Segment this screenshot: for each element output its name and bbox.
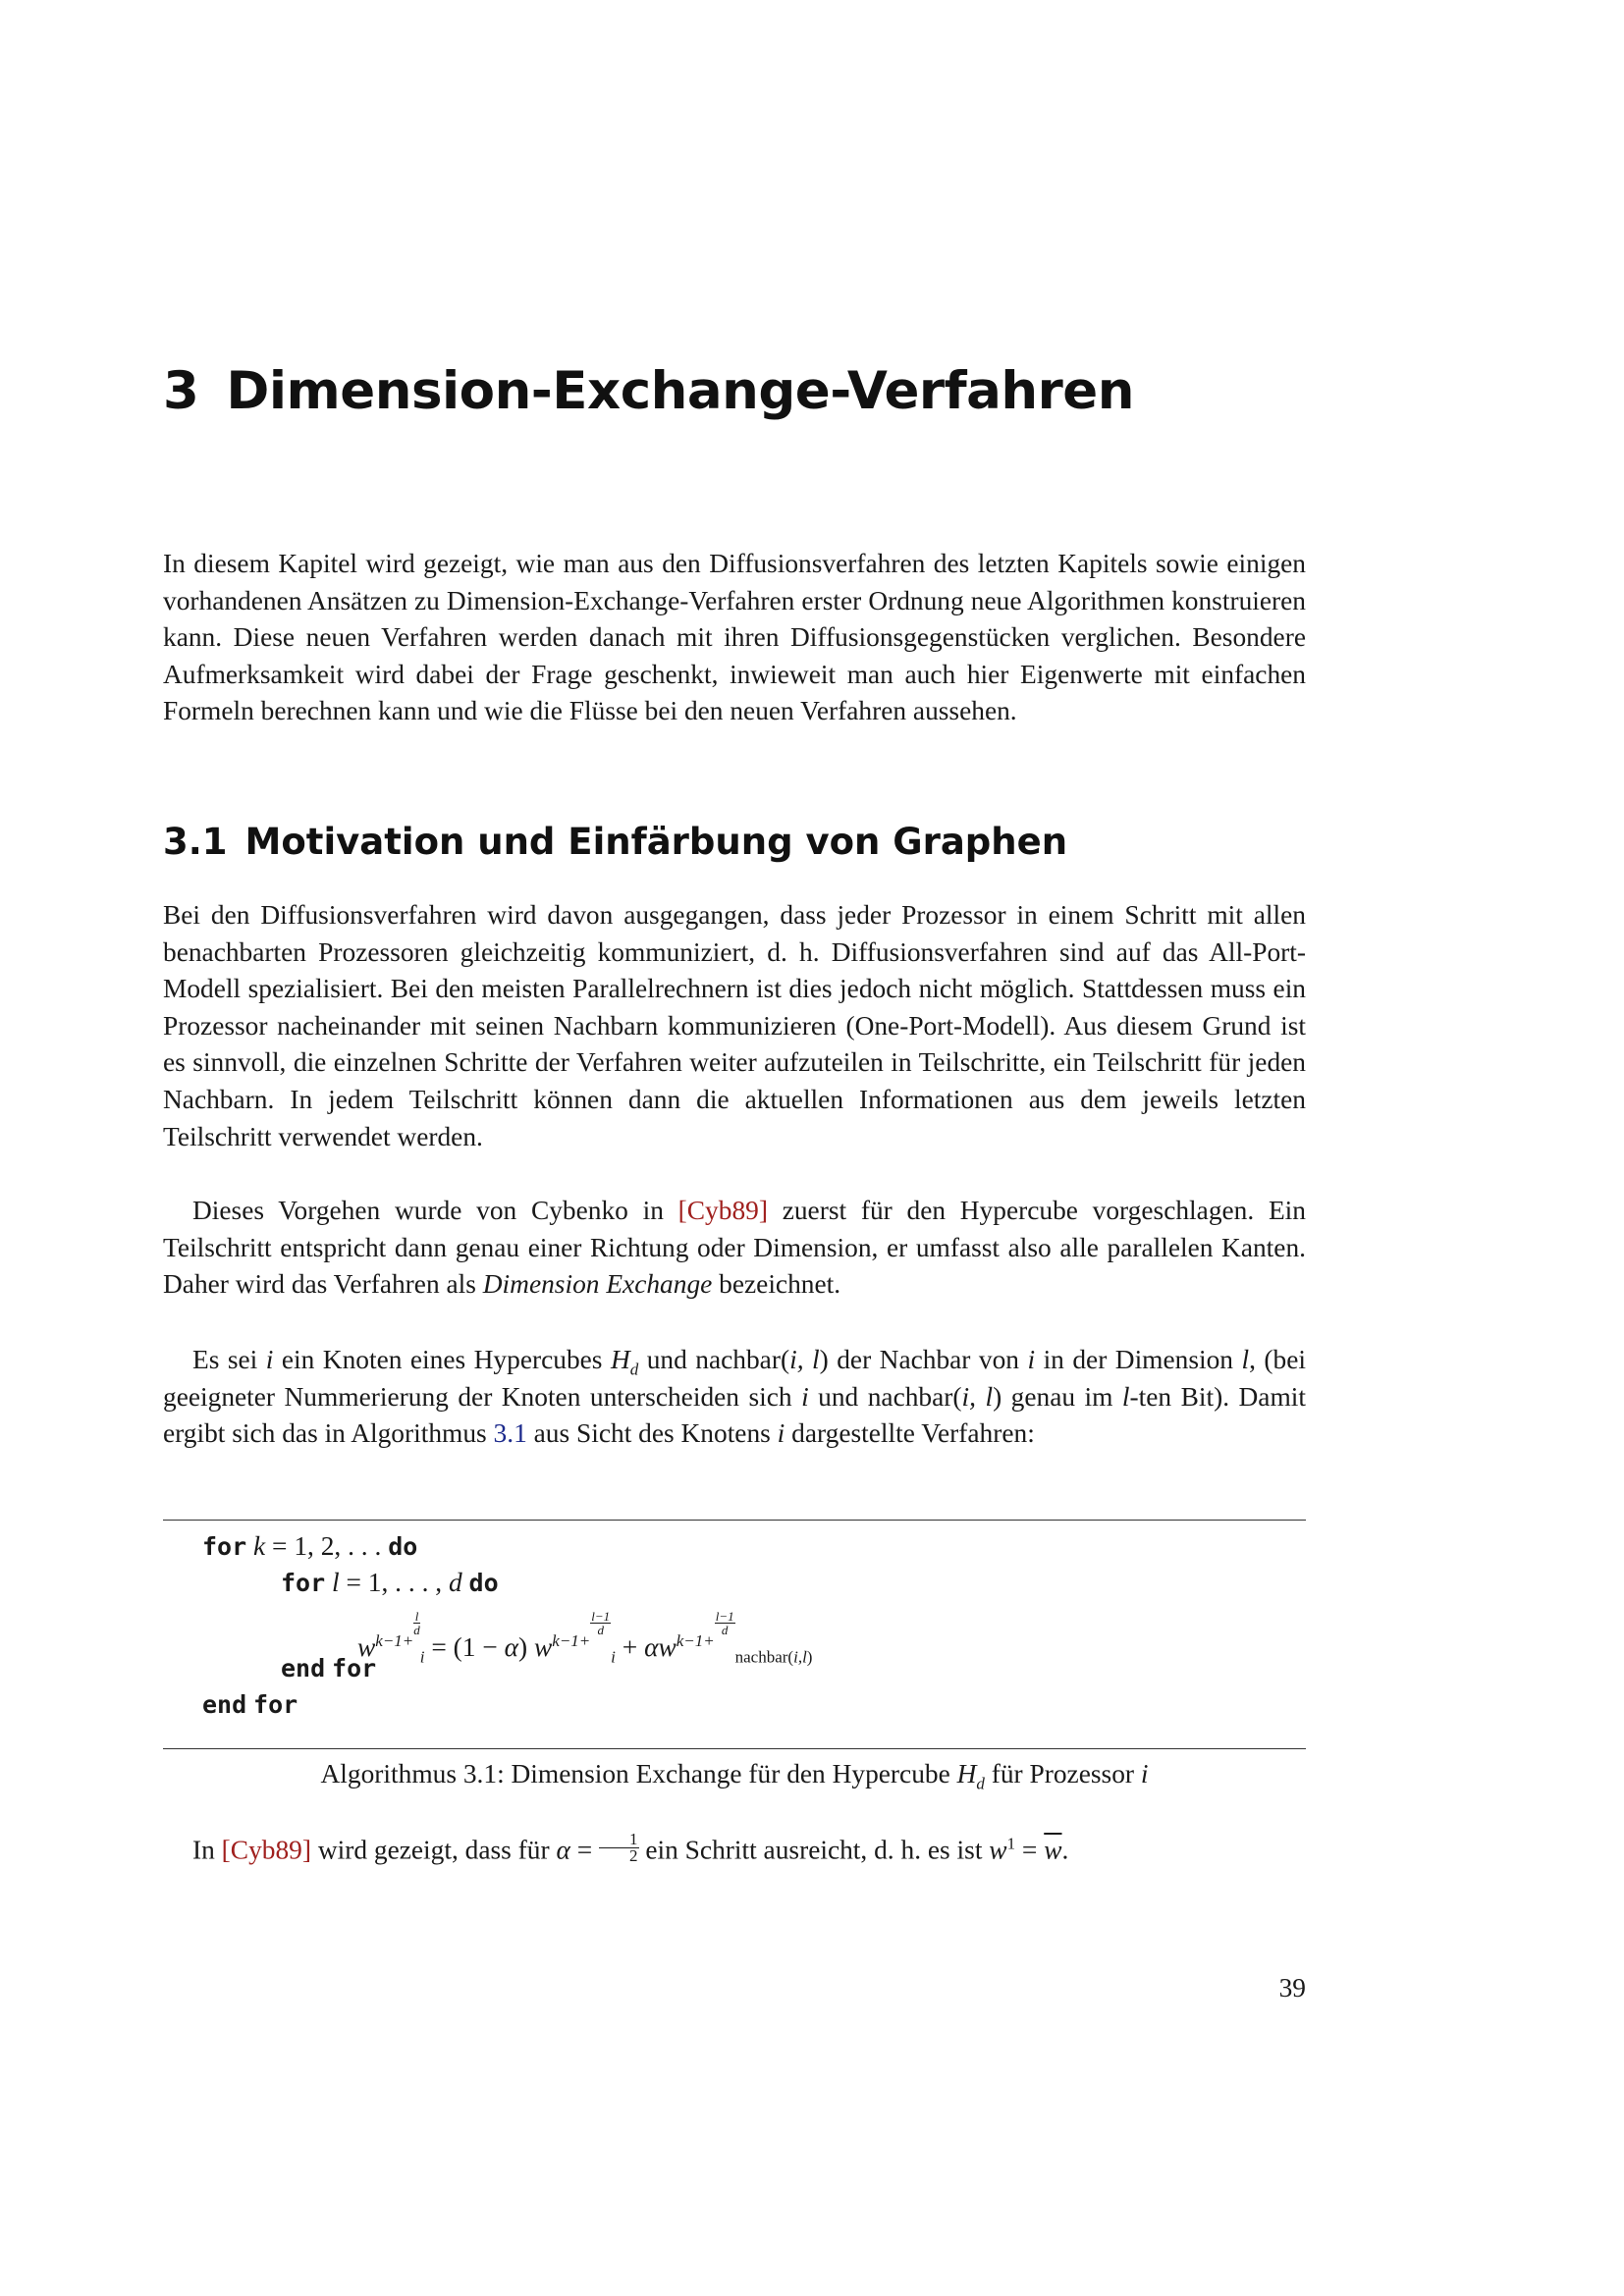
algorithm-line-update: $w^{k-1+ \frac{l}{d}}$ $_i$ = (1 − α) $w^{k-1+ \frac{l-1}{d}}$ $_i + \alpha w^{k-1+ \frac{l-1}{d}}$ $_{nachbar(i,l)}$ [357, 1609, 813, 1667]
algorithm-line-inner-for: for l = 1, . . . , d do [281, 1568, 499, 1597]
chapter-title-text: Dimension-Exchange-Verfahren [226, 361, 1134, 421]
page-number: 39 [1278, 1973, 1306, 2002]
chapter-number: 3 [163, 361, 199, 421]
citation-link-cyb89-2[interactable]: [Cyb89] [221, 1835, 311, 1865]
section-title-text: Motivation und Einfärbung von Graphen [244, 821, 1068, 863]
algorithm-caption: Algorithmus 3.1: Dimension Exchange für den Hypercube $H_d$ für Prozessor i [320, 1759, 1149, 1793]
algorithm-line-end-outer: end for [202, 1690, 298, 1719]
algorithm-bottom-rule [163, 1748, 1306, 1749]
intro-paragraph: In diesem Kapitel wird gezeigt, wie man aus den Diffusionsverfahren des letzten Kapitels sowie einigen vorhandenen Ansätzen zu Dimension-Exchange-Verfahren erster Ordnung neue Algorithmen konstruieren kann. Diese neuen Verfahren werden danach mit ihren Diffusionsgegenstücken verglichen. Besondere Aufmerksamkeit wird dabei der Frage geschenkt, inwieweit man auch hier Eigenwerte mit einfachen Formeln berechnen kann und wie die Flüsse bei den neuen Verfahren aussehen. [163, 549, 1306, 726]
chapter-title [163, 361, 1134, 421]
algorithm-line-end-inner: end for [281, 1654, 377, 1682]
paragraph-1: Bei den Diffusionsverfahren wird davon ausgegangen, dass jeder Prozessor in einem Schritt mit allen benachbarten Prozessoren gleichzeitig kommuniziert, d. h. Diffusionsverfahren sind auf das All-Port-Modell spezialisiert. Bei den meisten Parallelrechnern ist dies jedoch nicht möglich. Stattdessen muss ein Prozessor nacheinander mit seinen Nachbarn kommunizieren (One-Port-Modell). Aus diesem Grund ist es sinnvoll, die einzelnen Schritte der Verfahren weiter aufzuteilen in Teilschritte, ein Teilschritt für jeden Nachbarn. In jedem Teilschritt können dann die aktuellen Informationen aus dem jeweils letzten Teilschritt verwendet werden. [163, 900, 1306, 1151]
algorithm-top-rule [163, 1520, 1306, 1521]
citation-link-cyb89[interactable]: [Cyb89] [677, 1196, 768, 1225]
algorithm-ref-link[interactable]: 3.1 [493, 1418, 527, 1449]
section-number: 3.1 [163, 821, 228, 863]
paragraph-3: Es sei i ein Knoten eines Hypercubes $H_d$ und nachbar(i, l) der Nachbar von i in der Dimension l, (bei geeigneter Nummerierung der Knoten unterscheiden sich i und nachbar(i, l) genau im l-ten Bit). Damit ergibt sich das in Algorithmus 3.1 aus Sicht des Knotens i dargestellte Verfahren: [163, 1345, 1307, 1449]
term-dimension-exchange: Dimension Exchange [482, 1269, 713, 1300]
section-title [163, 821, 1067, 863]
algorithm-line-outer-for: for k = 1, 2, . . . do [202, 1531, 418, 1561]
paragraph-2: Dieses Vorgehen wurde von Cybenko in [Cyb89] zuerst für den Hypercube vorgeschlagen. Ein Teilschritt entspricht dann genau einer Richtung oder Dimension, er umfasst also alle parallelen Kanten. Daher wird das Verfahren als Dimension Exchange bezeichnet. [163, 1196, 1306, 1300]
final-paragraph: In [Cyb89] wird gezeigt, dass für α = $\frac{1}{2}$ ein Schritt ausreicht, d. h. es ist $w^1 = \overline{w}$. [192, 1830, 1069, 1865]
